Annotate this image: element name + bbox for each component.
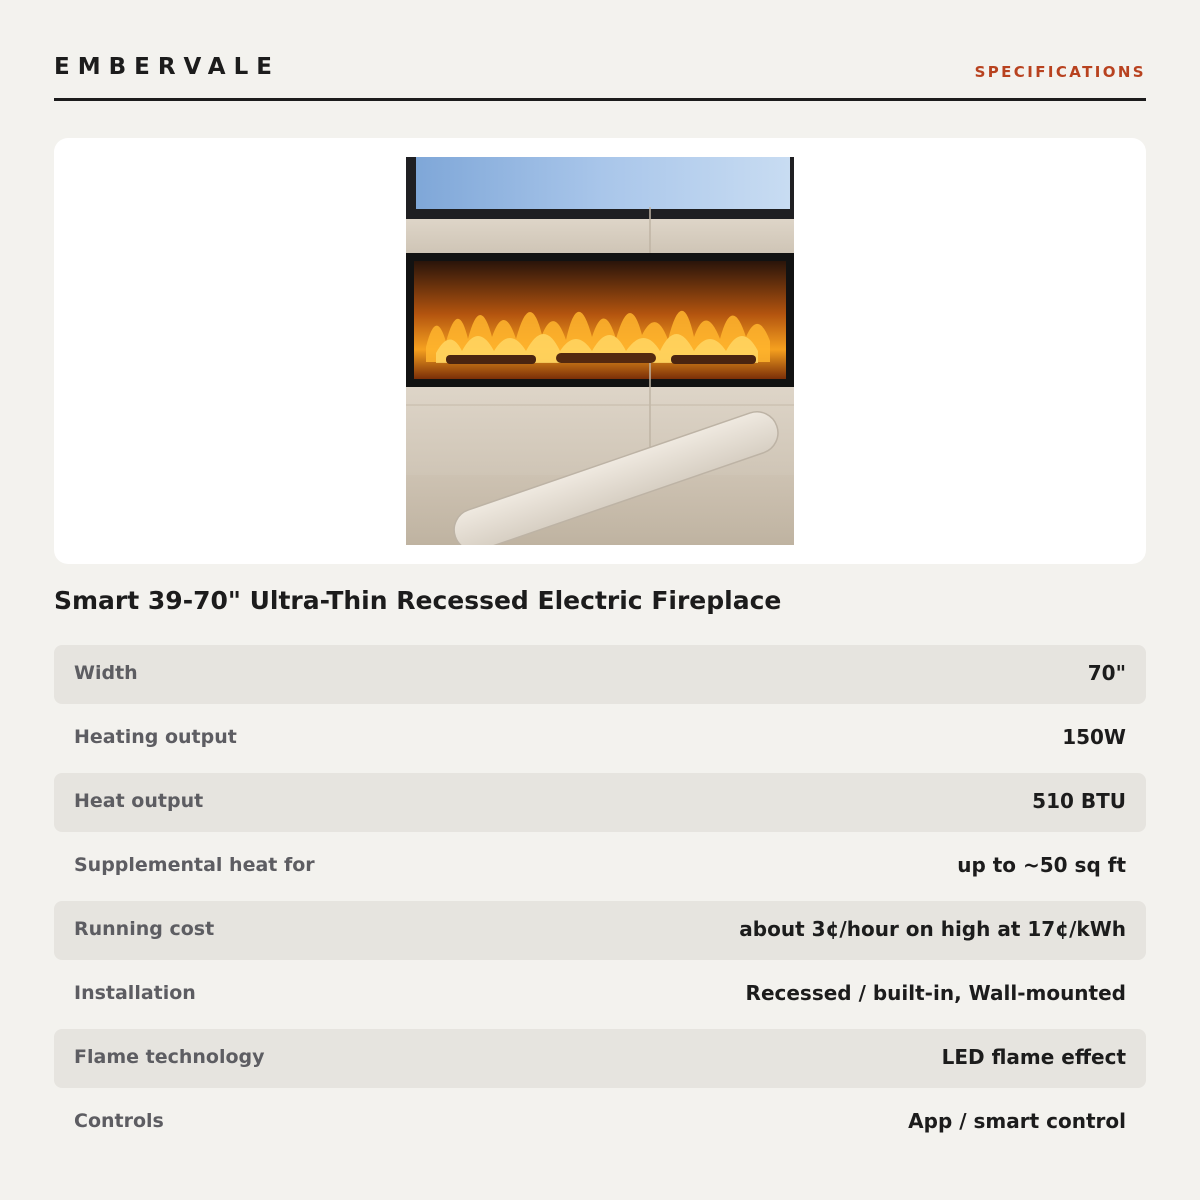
spec-row-heat-output xyxy=(54,773,1146,832)
spec-label: Running cost xyxy=(74,918,215,940)
spec-row-running-cost xyxy=(54,901,1146,960)
spec-row-heating-output xyxy=(54,709,1146,768)
product-photo xyxy=(406,157,794,545)
spec-label: Supplemental heat for xyxy=(74,854,315,876)
spec-value: 150W xyxy=(1062,725,1126,749)
brand-logo: EMBERVALE xyxy=(54,54,280,80)
product-title: Smart 39-70" Ultra-Thin Recessed Electric Fireplace xyxy=(54,586,782,615)
spec-value: about 3¢/hour on high at 17¢/kWh xyxy=(739,917,1126,941)
spec-label: Controls xyxy=(74,1110,164,1132)
spec-table xyxy=(54,645,1146,1157)
spec-row-flame-technology xyxy=(54,1029,1146,1088)
spec-value: Recessed / built-in, Wall-mounted xyxy=(745,981,1126,1005)
spec-label: Installation xyxy=(74,982,196,1004)
spec-value: up to ~50 sq ft xyxy=(957,853,1126,877)
spec-row-installation xyxy=(54,965,1146,1024)
spec-label: Width xyxy=(74,662,138,684)
spec-value: 510 BTU xyxy=(1032,789,1126,813)
section-label: SPECIFICATIONS xyxy=(974,63,1146,81)
spec-row-supplemental-heat xyxy=(54,837,1146,896)
spec-label: Flame technology xyxy=(74,1046,265,1068)
spec-label: Heat output xyxy=(74,790,204,812)
spec-row-controls xyxy=(54,1093,1146,1152)
spec-value: App / smart control xyxy=(908,1109,1126,1133)
spec-value: LED flame effect xyxy=(941,1045,1126,1069)
spec-label: Heating output xyxy=(74,726,237,748)
product-image-card xyxy=(54,138,1146,564)
spec-value: 70" xyxy=(1087,661,1126,685)
spec-row-width xyxy=(54,645,1146,704)
page-header xyxy=(54,48,1146,101)
